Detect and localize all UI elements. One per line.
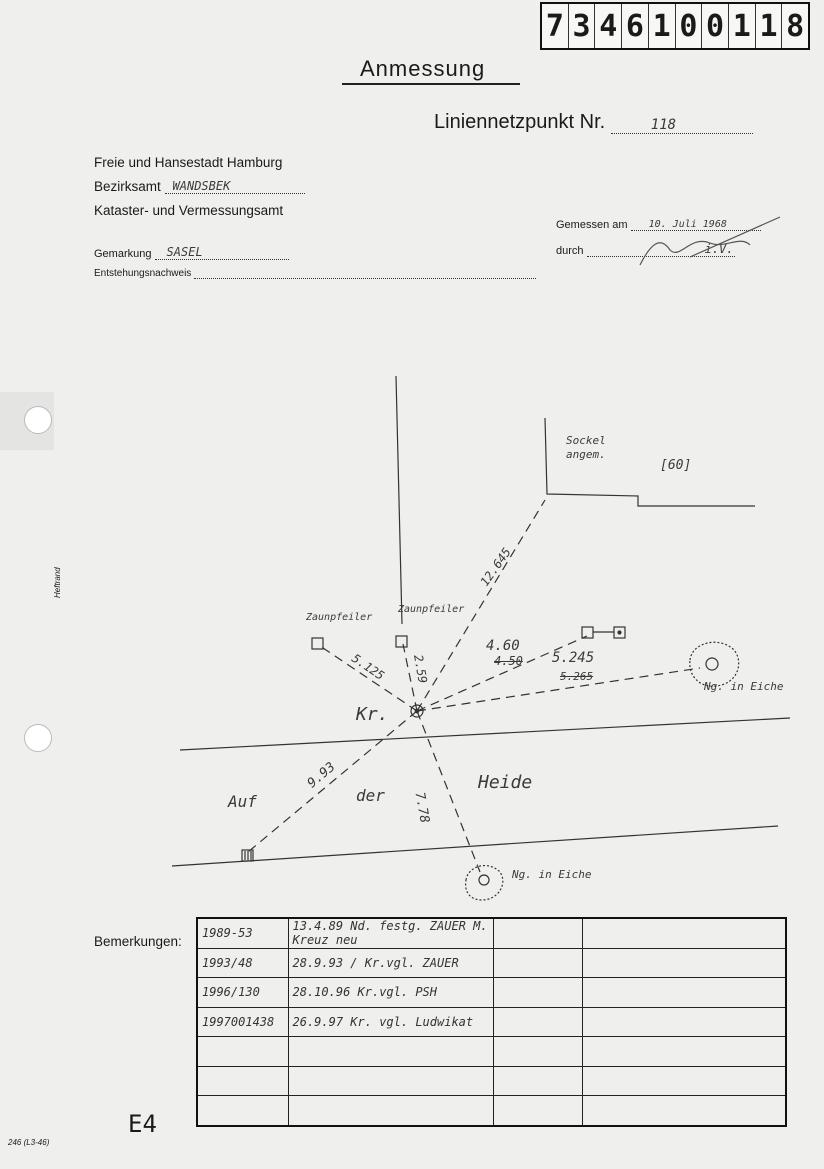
measure-line — [417, 668, 700, 711]
remarks-row — [197, 1007, 786, 1037]
gemessen-label: Gemessen am — [556, 219, 628, 231]
bezirksamt-label: Bezirksamt — [94, 179, 161, 194]
street-name-part: Heide — [478, 772, 533, 793]
stamp-digit: 1 — [756, 4, 783, 48]
measure-line — [248, 711, 417, 852]
remarks-row — [197, 1096, 786, 1126]
measure-label: 5.125 — [349, 651, 387, 683]
remarks-cell — [582, 918, 786, 948]
remarks-cell: 28.10.96 Kr.vgl. PSH — [288, 978, 493, 1008]
measure-label: 2.59 — [411, 653, 430, 685]
remarks-cell — [493, 948, 582, 978]
punch-hole — [24, 406, 52, 434]
stamp-digit: 6 — [622, 4, 649, 48]
remarks-cell — [197, 1096, 288, 1126]
fence-post-marker — [396, 636, 407, 647]
street-line-north — [180, 718, 790, 750]
durch-value: i.V. — [587, 242, 735, 257]
measure-line — [320, 646, 417, 711]
measure-label-struck: 4.50 — [494, 654, 523, 668]
gemarkung-row — [94, 245, 289, 260]
punch-hole — [24, 724, 52, 752]
remarks-cell — [582, 1066, 786, 1096]
remarks-cell — [197, 1037, 288, 1067]
remarks-cell — [197, 1066, 288, 1096]
remarks-cell — [493, 978, 582, 1008]
stamp-digit: 0 — [702, 4, 729, 48]
fence-post-marker — [312, 638, 323, 649]
entstehung-value-line — [194, 268, 536, 279]
point-number: 118 — [611, 117, 753, 134]
durch-label: durch — [556, 245, 584, 257]
gemessen-value: 10. Juli 1968 — [631, 219, 761, 231]
label-nagel-eiche: Ng. in Eiche — [512, 868, 592, 881]
building-outline — [545, 418, 755, 506]
page-title: Anmessung — [360, 56, 486, 81]
label-nagel-eiche: Ng. in Eiche — [704, 680, 784, 693]
remarks-cell — [582, 1037, 786, 1067]
remarks-cell: 1997001438 — [197, 1007, 288, 1037]
remarks-cell — [582, 1007, 786, 1037]
margin-label: Heftrand — [53, 567, 62, 598]
gemarkung-value: SASEL — [155, 245, 289, 260]
sheet-mark: E4 — [128, 1110, 157, 1138]
remarks-row — [197, 1066, 786, 1096]
label-sockel: Sockel angem. — [566, 434, 606, 461]
remarks-cell — [493, 1066, 582, 1096]
marker — [582, 627, 593, 638]
signature — [630, 205, 790, 275]
remarks-row — [197, 1037, 786, 1067]
remarks-cell: 1996/130 — [197, 978, 288, 1008]
bezirksamt-row — [94, 179, 305, 194]
remarks-cell — [288, 1066, 493, 1096]
remarks-row — [197, 978, 786, 1008]
point-label: Liniennetzpunkt Nr. — [434, 111, 606, 133]
remarks-cell — [493, 1037, 582, 1067]
stamp-digit: 0 — [676, 4, 703, 48]
stamp-digit: 7 — [542, 4, 569, 48]
remarks-cell: 28.9.93 / Kr.vgl. ZAUER — [288, 948, 493, 978]
file-number-stamp — [540, 2, 810, 50]
remarks-cell — [582, 978, 786, 1008]
remarks-cell — [582, 948, 786, 978]
measure-label: 4.60 — [486, 638, 520, 654]
remarks-cell: 26.9.97 Kr. vgl. Ludwikat — [288, 1007, 493, 1037]
authority-line-3: Kataster- und Vermessungsamt — [94, 203, 284, 218]
measure-label-struck: 5.265 — [560, 670, 594, 683]
remarks-cell: 1993/48 — [197, 948, 288, 978]
label-zaunpfeiler: Zaunpfeiler — [398, 604, 465, 615]
stamp-digit: 3 — [569, 4, 596, 48]
remarks-cell: 1989-53 — [197, 918, 288, 948]
survey-sketch — [150, 370, 800, 910]
remarks-cell: 13.4.89 Nd. festg. ZAUER M. Kreuz neu — [288, 918, 493, 948]
gemarkung-label: Gemarkung — [94, 248, 152, 260]
street-name-part: Auf — [228, 792, 257, 811]
remarks-row — [197, 948, 786, 978]
form-number: 246 (L3-46) — [8, 1138, 50, 1147]
label-kreuz: Kr. — [356, 704, 389, 725]
measure-label: 7.78 — [411, 790, 432, 825]
remarks-label: Bemerkungen: — [94, 934, 182, 949]
label-house-number: [60] — [660, 458, 692, 473]
remarks-cell — [582, 1096, 786, 1126]
bezirksamt-value: WANDSBEK — [165, 179, 305, 194]
point-header — [434, 111, 753, 134]
tree-oak — [466, 866, 503, 900]
remarks-cell — [493, 1096, 582, 1126]
stamp-digit: 4 — [595, 4, 622, 48]
street-line-south — [172, 826, 778, 866]
remarks-cell — [493, 1007, 582, 1037]
stamp-digit: 8 — [786, 8, 805, 44]
measure-label: 5.245 — [552, 650, 595, 666]
remarks-cell — [288, 1096, 493, 1126]
fence-line — [396, 376, 402, 624]
title-underline — [342, 83, 520, 85]
measure-label: 9.93 — [304, 759, 339, 792]
entstehung-label: Entstehungsnachweis — [94, 268, 192, 279]
nail-marker — [479, 875, 489, 885]
nail-marker — [706, 658, 718, 670]
street-name-part: der — [356, 786, 385, 805]
entstehung-row — [94, 268, 536, 279]
stamp-digit: 1 — [649, 4, 676, 48]
remarks-table — [196, 917, 787, 1127]
remarks-cell — [493, 918, 582, 948]
authority-line-1: Freie und Hansestadt Hamburg — [94, 155, 283, 170]
measure-label: 12.645 — [477, 545, 514, 589]
remarks-row — [197, 918, 786, 948]
label-zaunpfeiler: Zaunpfeiler — [306, 612, 373, 623]
stamp-digit: 1 — [729, 4, 756, 48]
remarks-cell — [288, 1037, 493, 1067]
